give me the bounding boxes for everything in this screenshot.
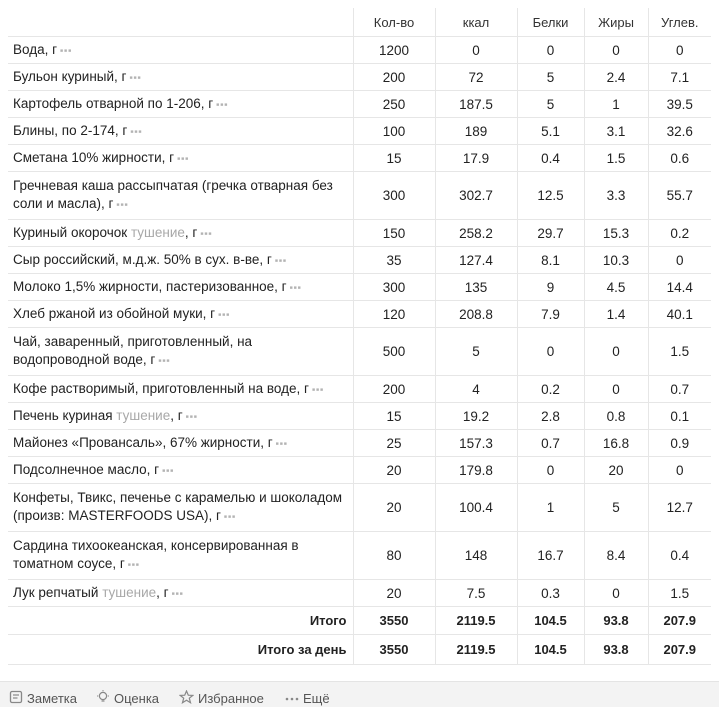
carbs-cell: 0.4	[648, 532, 711, 580]
carbs-cell: 40.1	[648, 301, 711, 328]
qty-cell: 25	[353, 430, 435, 457]
food-name-cell[interactable]	[8, 457, 353, 484]
unit-suffix: , г	[184, 224, 198, 240]
dots-icon[interactable]: ■■■	[130, 128, 143, 135]
header-protein: Белки	[517, 8, 584, 37]
header-row	[8, 8, 711, 37]
ellipsis-icon	[285, 690, 299, 706]
fat-cell: 8.4	[584, 532, 648, 580]
note-icon	[9, 690, 23, 706]
fat-cell: 5	[584, 484, 648, 532]
food-name-cell[interactable]	[8, 37, 353, 64]
table-row	[8, 430, 711, 457]
qty-cell: 80	[353, 532, 435, 580]
food-name[interactable]: Бульон куриный, г	[13, 68, 127, 84]
carbs-cell: 0.1	[648, 403, 711, 430]
fat-cell: 1	[584, 91, 648, 118]
favorite-action[interactable]	[179, 690, 264, 706]
cooking-method: тушение	[130, 224, 185, 240]
carbs-cell: 0	[648, 457, 711, 484]
carbs-cell: 1.5	[648, 580, 711, 607]
total-fat: 93.8	[584, 607, 648, 635]
food-name-cell[interactable]	[8, 172, 353, 220]
carbs-cell: 1.5	[648, 328, 711, 376]
food-name[interactable]: Сардина тихоокеанская, консервированная в томатном соусе, г	[13, 538, 299, 571]
lightbulb-icon	[96, 690, 110, 706]
fat-cell: 16.8	[584, 430, 648, 457]
food-name-cell[interactable]	[8, 220, 353, 247]
dots-icon[interactable]: ■■■	[218, 311, 231, 318]
table-row	[8, 64, 711, 91]
food-name-cell[interactable]	[8, 328, 353, 376]
total-carbs: 207.9	[648, 607, 711, 635]
qty-cell: 35	[353, 247, 435, 274]
kcal-cell: 302.7	[435, 172, 517, 220]
dots-icon[interactable]: ■■■	[127, 562, 140, 568]
qty-cell: 300	[353, 274, 435, 301]
food-name[interactable]: Чай, заваренный, приготовленный, на водопроводной воде, г	[13, 334, 253, 367]
fat-cell: 1.4	[584, 301, 648, 328]
qty-cell: 250	[353, 91, 435, 118]
food-name[interactable]: Картофель отварной по 1-206, г	[13, 95, 214, 111]
dots-icon[interactable]: ■■■	[311, 386, 325, 393]
qty-cell: 20	[353, 484, 435, 532]
header-qty: Кол-во	[353, 8, 435, 37]
dots-icon[interactable]: ■■■	[171, 590, 184, 597]
carbs-cell: 0.9	[648, 430, 711, 457]
fat-cell: 0.8	[584, 403, 648, 430]
unit-suffix: , г	[156, 584, 169, 600]
food-name[interactable]: Хлеб ржаной из обойной муки, г	[13, 305, 216, 321]
carbs-cell: 55.7	[648, 172, 711, 220]
carbs-cell: 32.6	[648, 118, 711, 145]
kcal-cell: 135	[435, 274, 517, 301]
fat-cell: 0	[584, 37, 648, 64]
qty-cell: 120	[353, 301, 435, 328]
table-row	[8, 145, 711, 172]
kcal-cell: 127.4	[435, 247, 517, 274]
nutrition-table	[8, 8, 711, 665]
kcal-cell: 4	[435, 376, 517, 403]
cooking-method: тушение	[116, 407, 171, 423]
carbs-cell: 14.4	[648, 274, 711, 301]
protein-cell: 9	[517, 274, 584, 301]
kcal-cell: 157.3	[435, 430, 517, 457]
food-name[interactable]: Сметана 10% жирности, г	[13, 149, 175, 165]
kcal-cell: 189	[435, 118, 517, 145]
more-label: Ещё	[303, 690, 330, 706]
table-row	[8, 220, 711, 247]
kcal-cell: 17.9	[435, 145, 517, 172]
protein-cell: 0.2	[517, 376, 584, 403]
star-icon	[179, 690, 194, 706]
food-name[interactable]: Лук репчатый	[13, 584, 99, 600]
qty-cell: 200	[353, 64, 435, 91]
dots-icon[interactable]: ■■■	[60, 47, 73, 54]
dots-icon[interactable]: ■■■	[129, 74, 142, 81]
food-name-cell[interactable]	[8, 403, 353, 430]
dots-icon[interactable]: ■■■	[162, 467, 175, 474]
fat-cell: 15.3	[584, 220, 648, 247]
table-row	[8, 274, 711, 301]
dots-icon[interactable]: ■■■	[116, 202, 129, 208]
note-action[interactable]	[9, 690, 77, 706]
food-name-cell[interactable]	[8, 430, 353, 457]
kcal-cell: 0	[435, 37, 517, 64]
dots-icon[interactable]: ■■■	[223, 514, 236, 520]
qty-cell: 1200	[353, 37, 435, 64]
qty-cell: 500	[353, 328, 435, 376]
food-name[interactable]: Майонез «Провансаль», 67% жирности, г	[13, 434, 273, 450]
kcal-cell: 179.8	[435, 457, 517, 484]
protein-cell: 0	[517, 328, 584, 376]
unit-suffix: , г	[170, 407, 183, 423]
carbs-cell: 0	[648, 247, 711, 274]
kcal-cell: 5	[435, 328, 517, 376]
fat-cell: 0	[584, 328, 648, 376]
protein-cell: 1	[517, 484, 584, 532]
kcal-cell: 148	[435, 532, 517, 580]
food-name-cell[interactable]	[8, 247, 353, 274]
qty-cell: 20	[353, 580, 435, 607]
food-name-cell[interactable]	[8, 376, 353, 403]
qty-cell: 15	[353, 403, 435, 430]
table-row	[8, 580, 711, 607]
food-name-cell[interactable]	[8, 301, 353, 328]
more-action[interactable]	[285, 690, 330, 706]
table-row	[8, 376, 711, 403]
total-kcal: 2119.5	[435, 635, 517, 665]
total-qty: 3550	[353, 635, 435, 665]
dots-icon[interactable]: ■■■	[177, 155, 190, 162]
total-protein: 104.5	[517, 635, 584, 665]
table-row	[8, 457, 711, 484]
protein-cell: 5.1	[517, 118, 584, 145]
total-kcal: 2119.5	[435, 607, 517, 635]
protein-cell: 0.3	[517, 580, 584, 607]
fat-cell: 2.4	[584, 64, 648, 91]
food-name[interactable]: Печень куриная	[13, 407, 113, 423]
food-name-cell[interactable]	[8, 484, 353, 532]
carbs-cell: 0.6	[648, 145, 711, 172]
total-carbs: 207.9	[648, 635, 711, 665]
protein-cell: 8.1	[517, 247, 584, 274]
dots-icon[interactable]: ■■■	[289, 284, 302, 291]
protein-cell: 0.4	[517, 145, 584, 172]
food-name[interactable]: Молоко 1,5% жирности, пастеризованное, г	[13, 278, 287, 294]
kcal-cell: 258.2	[435, 220, 517, 247]
food-name[interactable]: Гречневая каша рассыпчатая (гречка отварная без соли и масла), г	[13, 178, 333, 211]
food-name[interactable]: Вода, г	[13, 41, 58, 57]
food-name-cell[interactable]	[8, 274, 353, 301]
dots-icon[interactable]: ■■■	[216, 101, 229, 108]
protein-cell: 5	[517, 91, 584, 118]
table-row	[8, 484, 711, 532]
header-name	[8, 8, 353, 37]
day-total-row	[8, 635, 711, 665]
table-row	[8, 37, 711, 64]
carbs-cell: 7.1	[648, 64, 711, 91]
fat-cell: 3.1	[584, 118, 648, 145]
table-row	[8, 301, 711, 328]
total-qty: 3550	[353, 607, 435, 635]
rating-label: Оценка	[114, 690, 160, 706]
kcal-cell: 19.2	[435, 403, 517, 430]
kcal-cell: 208.8	[435, 301, 517, 328]
food-name[interactable]: Сыр российский, м.д.ж. 50% в сух. в-ве, г	[13, 251, 272, 267]
fat-cell: 0	[584, 580, 648, 607]
food-name-cell[interactable]	[8, 91, 353, 118]
note-label: Заметка	[27, 690, 77, 706]
qty-cell: 150	[353, 220, 435, 247]
dots-icon[interactable]: ■■■	[158, 358, 171, 364]
header-carbs: Углев.	[648, 8, 711, 37]
fat-cell: 10.3	[584, 247, 648, 274]
table-row	[8, 247, 711, 274]
dots-icon[interactable]: ■■■	[274, 257, 287, 264]
table-row	[8, 172, 711, 220]
table-row	[8, 403, 711, 430]
action-bar	[0, 681, 719, 707]
food-name[interactable]: Конфеты, Твикс, печенье с карамелью и шоколадом (произв: MASTERFOODS USA), г	[13, 490, 343, 523]
food-name-cell[interactable]	[8, 145, 353, 172]
food-name-cell[interactable]	[8, 64, 353, 91]
food-name-cell[interactable]	[8, 118, 353, 145]
food-name-cell[interactable]	[8, 580, 353, 607]
protein-cell: 12.5	[517, 172, 584, 220]
total-label: Итого	[8, 607, 353, 635]
food-name[interactable]: Кофе растворимый, приготовленный на воде, г	[13, 380, 309, 396]
carbs-cell: 0	[648, 37, 711, 64]
qty-cell: 300	[353, 172, 435, 220]
protein-cell: 0	[517, 457, 584, 484]
fat-cell: 0	[584, 376, 648, 403]
fat-cell: 4.5	[584, 274, 648, 301]
kcal-cell: 7.5	[435, 580, 517, 607]
food-name[interactable]: Подсолнечное масло, г	[13, 461, 160, 477]
table-row	[8, 328, 711, 376]
total-protein: 104.5	[517, 607, 584, 635]
food-name-cell[interactable]	[8, 532, 353, 580]
kcal-cell: 100.4	[435, 484, 517, 532]
total-row	[8, 607, 711, 635]
protein-cell: 7.9	[517, 301, 584, 328]
protein-cell: 16.7	[517, 532, 584, 580]
table-row	[8, 532, 711, 580]
protein-cell: 29.7	[517, 220, 584, 247]
kcal-cell: 72	[435, 64, 517, 91]
fat-cell: 1.5	[584, 145, 648, 172]
carbs-cell: 39.5	[648, 91, 711, 118]
qty-cell: 100	[353, 118, 435, 145]
protein-cell: 0.7	[517, 430, 584, 457]
dots-icon[interactable]: ■■■	[200, 230, 213, 237]
food-name[interactable]: Блины, по 2-174, г	[13, 122, 128, 138]
cooking-method: тушение	[102, 584, 157, 600]
food-name[interactable]: Куриный окорочок	[13, 224, 128, 240]
total-label: Итого за день	[8, 635, 353, 665]
carbs-cell: 0.7	[648, 376, 711, 403]
dots-icon[interactable]: ■■■	[185, 413, 198, 420]
carbs-cell: 0.2	[648, 220, 711, 247]
qty-cell: 200	[353, 376, 435, 403]
rating-action[interactable]	[96, 690, 159, 706]
qty-cell: 20	[353, 457, 435, 484]
fat-cell: 3.3	[584, 172, 648, 220]
header-fat: Жиры	[584, 8, 648, 37]
total-fat: 93.8	[584, 635, 648, 665]
qty-cell: 15	[353, 145, 435, 172]
kcal-cell: 187.5	[435, 91, 517, 118]
carbs-cell: 12.7	[648, 484, 711, 532]
dots-icon[interactable]: ■■■	[275, 440, 288, 447]
protein-cell: 2.8	[517, 403, 584, 430]
table-row	[8, 91, 711, 118]
fat-cell: 20	[584, 457, 648, 484]
protein-cell: 5	[517, 64, 584, 91]
protein-cell: 0	[517, 37, 584, 64]
favorite-label: Избранное	[198, 690, 264, 706]
table-row	[8, 118, 711, 145]
header-kcal: ккал	[435, 8, 517, 37]
